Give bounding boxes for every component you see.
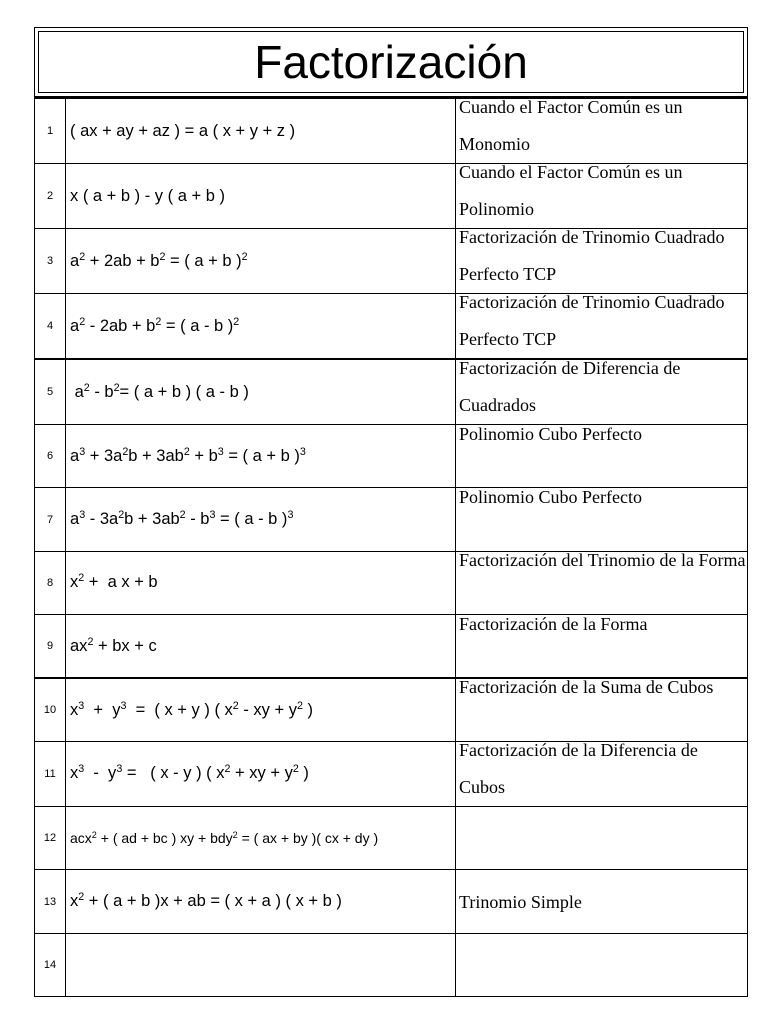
formula-text: = ( a - b ) (161, 316, 234, 335)
table-row (35, 425, 748, 488)
row-number: 2 (35, 164, 66, 229)
exponent: 2 (83, 381, 90, 394)
description-cell (456, 933, 748, 996)
row-number: 11 (35, 741, 66, 806)
formula-cell (66, 488, 456, 551)
formula-table (34, 97, 748, 997)
formula-text: - y (84, 764, 117, 783)
exponent: 2 (155, 315, 162, 328)
formula-cell (66, 425, 456, 488)
formula-table-body (35, 98, 748, 997)
description-text: Trinomio Simple (459, 891, 582, 912)
formula-text: x (70, 764, 79, 783)
formula-text: a (70, 446, 80, 465)
row-number: 3 (35, 229, 66, 294)
exponent: 2 (241, 250, 248, 263)
description-cell (456, 551, 748, 614)
formula-cell (66, 933, 456, 996)
formula-text: a (70, 316, 80, 335)
exponent: 2 (79, 250, 86, 263)
formula-cell (66, 678, 456, 741)
exponent: 3 (287, 509, 294, 522)
formula-text: x (70, 700, 79, 719)
exponent: 2 (233, 315, 240, 328)
exponent: 2 (183, 445, 190, 458)
description-text: Factorización de la Diferencia de Cubos (459, 739, 698, 797)
description-text: Factorización de Trinomio Cuadrado Perfecto TCP (459, 227, 725, 284)
formula-text: - xy + y (238, 700, 297, 719)
exponent: 3 (79, 509, 86, 522)
description-text: Factorización de Trinomio Cuadrado Perfecto TCP (459, 292, 725, 349)
exponent: 2 (122, 445, 129, 458)
row-number: 6 (35, 425, 66, 488)
formula-text: + ( ad + bc ) xy + bdy (96, 830, 233, 847)
formula-cell (66, 806, 456, 869)
formula-text: + y (84, 700, 121, 719)
formula-text: = ( x - y ) ( x (122, 764, 225, 783)
description-text: Factorización de Diferencia de Cuadrados (459, 358, 681, 415)
formula-text: + bx + c (93, 636, 157, 655)
title-box (34, 27, 748, 97)
table-row (35, 806, 748, 869)
formula-text: - 3a (85, 510, 119, 529)
formula-text: b + 3ab (124, 510, 180, 529)
formula-text: b + 3ab (128, 446, 184, 465)
formula-cell (66, 359, 456, 425)
exponent: 3 (116, 763, 123, 776)
formula-text: = ( a + b ) (223, 446, 300, 465)
table-row (35, 870, 748, 933)
description-text: Polinomio Cubo Perfecto (459, 424, 642, 444)
table-row (35, 551, 748, 614)
formula-cell (66, 741, 456, 806)
description-cell (456, 359, 748, 425)
title-inner-frame (38, 31, 744, 93)
row-number: 10 (35, 678, 66, 741)
table-row (35, 359, 748, 425)
exponent: 2 (91, 830, 97, 841)
row-number: 13 (35, 870, 66, 933)
factorization-sheet (34, 27, 748, 997)
formula-text: ax (70, 636, 88, 655)
row-number: 1 (35, 98, 66, 164)
formula-text: + ( a + b )x + ab = ( x + a ) ( x + b ) (84, 892, 342, 911)
formula-text: a (70, 510, 80, 529)
exponent: 2 (78, 572, 85, 585)
table-row (35, 933, 748, 996)
exponent: 3 (209, 509, 216, 522)
exponent: 2 (296, 699, 303, 712)
formula-text: acx (70, 830, 92, 847)
description-text: Factorización de la Forma (459, 614, 648, 635)
formula-text: x (70, 573, 79, 592)
formula-text: x ( a + b ) - y ( a + b ) (70, 186, 225, 205)
description-text: Cuando el Factor Común es un Monomio (459, 97, 683, 154)
exponent: 3 (217, 445, 224, 458)
formula-text: + 2ab + b (85, 251, 160, 270)
exponent: 2 (87, 635, 94, 648)
formula-cell (66, 164, 456, 229)
exponent: 2 (79, 315, 86, 328)
description-text: Factorización del Trinomio de la Forma (459, 549, 746, 570)
exponent: 3 (78, 699, 85, 712)
description-cell (456, 806, 748, 869)
formula-cell (66, 870, 456, 933)
formula-text: - b (89, 382, 114, 401)
exponent: 2 (292, 763, 299, 776)
formula-cell (66, 615, 456, 678)
formula-text: x (70, 892, 79, 911)
formula-cell (66, 551, 456, 614)
formula-text: + b (189, 446, 218, 465)
exponent: 2 (159, 250, 166, 263)
formula-cell (66, 229, 456, 294)
row-number: 7 (35, 488, 66, 551)
exponent: 3 (79, 445, 86, 458)
description-text: Polinomio Cubo Perfecto (459, 487, 642, 508)
formula-text: - b (185, 510, 210, 529)
exponent: 2 (179, 509, 186, 522)
formula-text: a (70, 251, 80, 270)
formula-cell (66, 294, 456, 360)
exponent: 3 (78, 763, 85, 776)
description-text: Factorización de la Suma de Cubos (459, 677, 714, 698)
exponent: 2 (78, 891, 85, 904)
exponent: 2 (118, 509, 125, 522)
table-row (35, 741, 748, 806)
formula-text: + 3a (85, 446, 123, 465)
formula-cell (66, 98, 456, 164)
page-title: Factorización (254, 36, 528, 88)
formula-text: = ( x + y ) ( x (126, 700, 233, 719)
formula-text: = ( ax + by )( cx + dy ) (237, 830, 379, 847)
exponent: 2 (224, 763, 231, 776)
description-text: Cuando el Factor Común es un Polinomio (459, 162, 683, 219)
row-number: 12 (35, 806, 66, 869)
description-cell (456, 425, 748, 488)
formula-text: = ( a - b ) (215, 510, 288, 529)
formula-text: = ( a + b ) ( a - b ) (119, 382, 249, 401)
formula-text: = ( a + b ) (165, 251, 242, 270)
description-cell (456, 741, 748, 806)
exponent: 3 (299, 445, 306, 458)
exponent: 2 (232, 699, 239, 712)
formula-text: a (70, 382, 84, 401)
formula-text: ( ax + ay + az ) = a ( x + y + z ) (70, 121, 296, 140)
formula-text: ) (302, 700, 314, 719)
exponent: 2 (113, 381, 120, 394)
row-number: 9 (35, 615, 66, 678)
row-number: 4 (35, 294, 66, 360)
row-number: 5 (35, 359, 66, 425)
row-number: 14 (35, 933, 66, 996)
description-cell (456, 870, 748, 933)
formula-text: - 2ab + b (85, 316, 156, 335)
formula-text: ) (298, 764, 309, 783)
formula-text: + a x + b (84, 573, 158, 592)
exponent: 2 (232, 830, 238, 841)
formula-text: + xy + y (230, 764, 293, 783)
exponent: 3 (120, 699, 127, 712)
row-number: 8 (35, 551, 66, 614)
